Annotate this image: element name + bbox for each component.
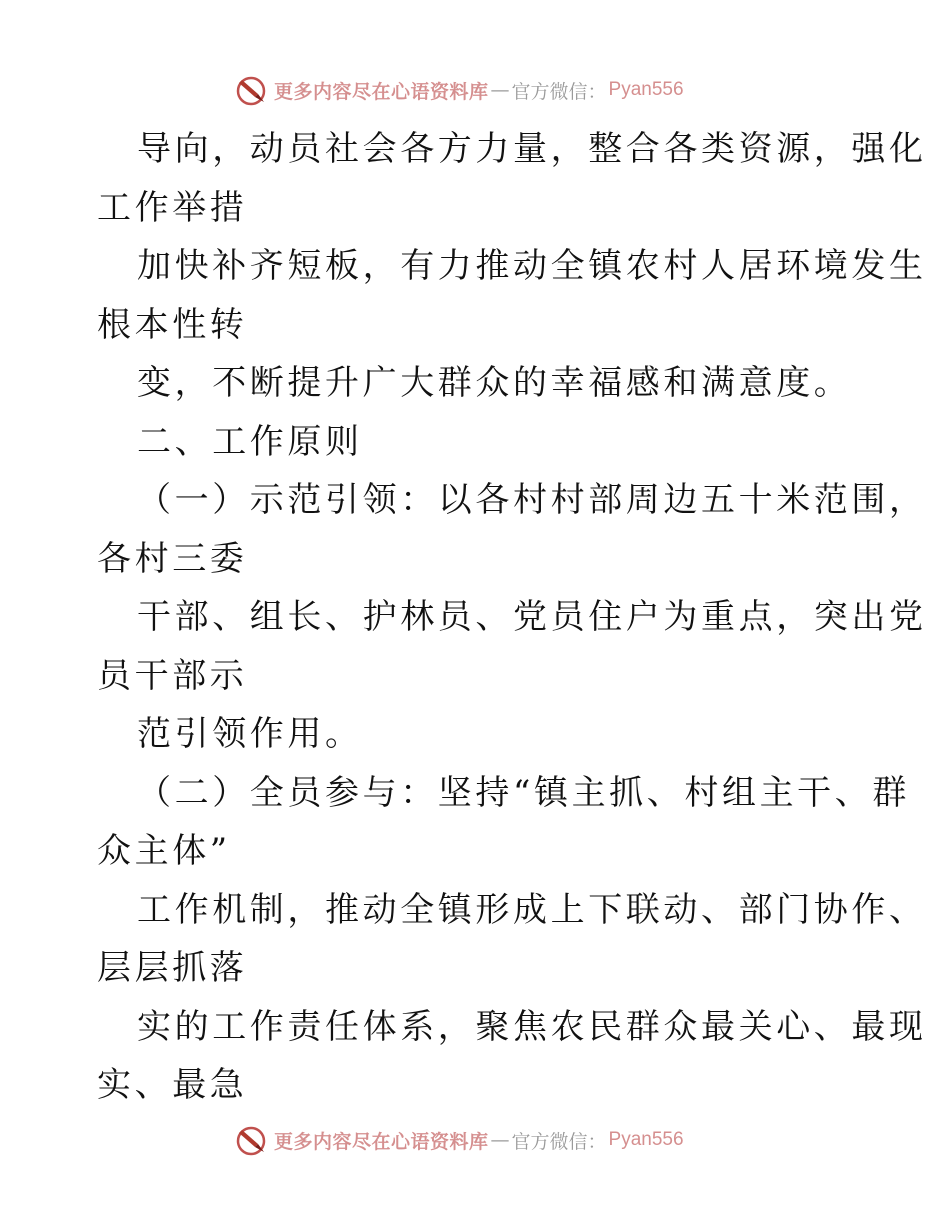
paragraph-line: 二、工作原则 xyxy=(137,421,363,462)
paragraph-line: 范引领作用。 xyxy=(137,714,363,754)
watermark-brand-text: 更多内容尽在心语资料库 xyxy=(274,1130,489,1153)
paragraph-line: 员干部示 xyxy=(97,655,248,696)
paragraph-line: 实、最急 xyxy=(97,1065,248,1105)
paragraph-line: 根本性转 xyxy=(97,304,248,345)
paragraph-line: 众主体” xyxy=(97,831,231,871)
paragraph-line: 工作机制，推动全镇形成上下联动、部门协作、 xyxy=(137,889,927,930)
watermark-wechat-id: Pyan556 xyxy=(608,79,684,100)
watermark-separator: — xyxy=(490,1129,510,1151)
paragraph-line: 变，不断提升广大群众的幸福感和满意度。 xyxy=(137,363,852,403)
paragraph-line: 干部、组长、护林员、党员住户为重点，突出党 xyxy=(137,597,927,637)
paragraph-line: （二）全员参与：坚持“镇主抓、村组主干、群 xyxy=(137,772,910,813)
paragraph-line: 加快补齐短板，有力推动全镇农村人居环境发生 xyxy=(137,246,927,286)
header-watermark xyxy=(234,72,684,108)
pen-circle-logo-icon xyxy=(234,1122,270,1158)
document-body xyxy=(97,120,927,1115)
paragraph-line: 各村三委 xyxy=(97,538,248,579)
paragraph-line: （一）示范引领：以各村村部周边五十米范围， xyxy=(137,480,927,520)
watermark-wechat-label: 官方微信： xyxy=(511,1130,607,1153)
paragraph-line: 工作举措 xyxy=(97,187,248,228)
paragraph-line: 实的工作责任体系，聚焦农民群众最关心、最现 xyxy=(137,1006,927,1047)
pen-circle-logo-icon xyxy=(234,72,270,108)
paragraph-line: 导向，动员社会各方力量，整合各类资源，强化 xyxy=(137,129,927,169)
watermark-brand-text: 更多内容尽在心语资料库 xyxy=(274,80,489,103)
watermark-separator: — xyxy=(490,79,510,101)
paragraph-line: 层层抓落 xyxy=(97,948,248,988)
watermark-wechat-id: Pyan556 xyxy=(608,1129,684,1150)
footer-watermark xyxy=(234,1122,684,1158)
watermark-wechat-label: 官方微信： xyxy=(511,80,607,103)
